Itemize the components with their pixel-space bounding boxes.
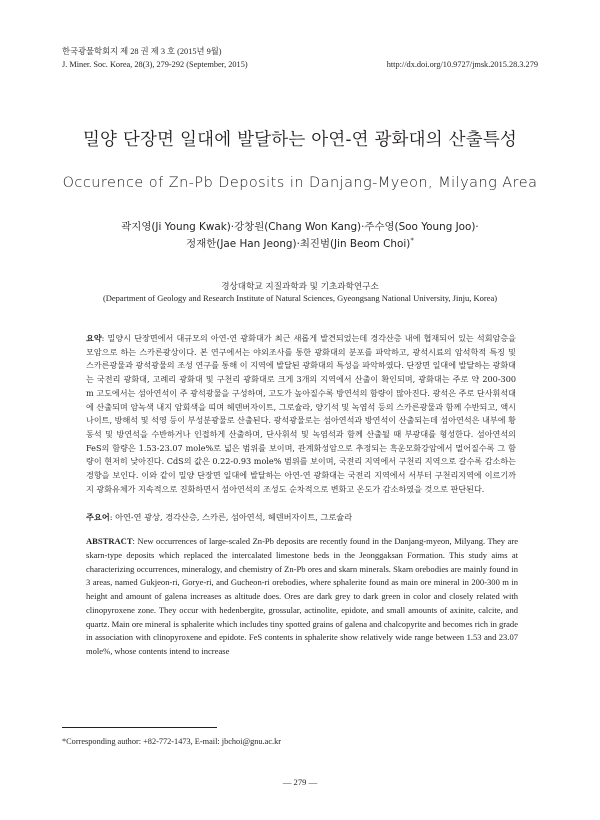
abstract-korean-label: 요약: [86, 333, 102, 343]
page-number: — 279 —: [282, 777, 318, 787]
abstract-korean: [86, 332, 516, 496]
keywords-text: : 아연-연 광상, 경각산층, 스카른, 섬아연석, 헤덴버자이트, 그로슐라: [109, 512, 353, 522]
corresponding-author-footnote: *Corresponding author: +82-772-1473, E-mail: jbchoi@gnu.ac.kr: [62, 737, 282, 746]
abstract-english-text: : New occurrences of large-scaled Zn-Pb deposits are recently found in the Danjang-myeon, Milyang. They are skarn-type deposits which replaced the intercalated limestone beds in the Jeonggaksan Formation. This study aims at characterizing occurrences, mineralogy, and chemistry of Zn-Pb ores and skarn minerals. Skarn orebodies are mainly found in 3 areas, named Gukjeon-ri, Gorye-ri, and Gucheon-ri orebodies, where sphalerite found as main ore mineral in 200-300 m in height and amount of galena increases as altitude does. Ores are dark grey to dark green in color and closely related with clinopyroxene zone. They occur with hedenbergite, grossular, actinolite, epidote, and small amounts of axinite, calcite, and quartz. Main ore mineral is sphalerite which includes tiny spotted grains of galena and chalcopyrite and becomes rich in grade in association with clinopyroxene and epidote. FeS contents in sphalerite show relatively wide range between 1.53 and 23.07 mole%, whose contents intend to increase: [86, 536, 518, 656]
doi-link[interactable]: http://dx.doi.org/10.9727/jmsk.2015.28.3.279: [386, 60, 538, 69]
abstract-english: [86, 535, 518, 659]
keywords-label: 주요어: [86, 512, 110, 522]
corresponding-author-mark: *: [410, 236, 414, 245]
affiliation-english: (Department of Geology and Research Institute of Natural Sciences, Gyeongsang National University, Jinju, Korea): [102, 293, 498, 303]
abstract-korean-text: : 밀양시 단장면에서 대규모의 아연-연 광화대가 최근 새롭게 발견되었는데 경각산층 내에 협재되어 있는 석회암층을 모암으로 하는 스카른광상이다. 본 연구에서는 야외조사를 통한 광화대의 분포를 파악하고, 광석시료의 암석학적 특징 및 스카른광물과 광석광물의 조성 연구를 통해 이 지역에 발달된 광화대의 특성을 파악하였다. 단장면 일대에 발달하는 광화대는 국전리 광화대, 고례리 광화대 및 구천리 광화대로 크게 3개의 지역에서 산출이 확인되며, 광화대는 주로 약 200-300 m 고도에서는 섬아연석이 주 광석광물을 구성하며, 고도가 높아질수록 방연석의 함량이 많아진다. 광석은 주로 단사휘석대에 산출되며 암녹색 내지 암회색을 띠며 헤덴버자이트, 그로슐라, 양기석 및 녹염석 등의 스카른광물과 함께 수반되고, 액시나이트, 방해석 및 석영 등이 부성분광물로 산출된다. 광석광물로는 섬아연석과 방연석이 산출되는데 섬아연석은 내부에 황동석 및 방연석을 수반하거나 인접하게 산출하며, 단사휘석 및 녹염석과 함께 산출될 때 부광대를 형성한다. 섬아연석의 FeS의 함량은 1.53-23.07 mole%로 넓은 범위를 보이며, 관계화성암으로 추정되는 흑운모화강암에서 멀어질수록 그 함량이 현저히 낮아진다. CdS의 값은 0.22-0.93 mole% 범위를 보이며, 국전리 지역에서 구천리 지역으로 갈수록 감소하는 경향을 보인다. 이와 같이 밀양 단장면 일대에 발달하는 아연-연 광화대는 국전리 지역에서 서부터 구천리지역에 이르기까지 광화유체가 지속적으로 진화하면서 섬아연석의 조성도 순차적으로 변화고 온도가 감소하였을 것으로 판단된다.: [86, 333, 516, 494]
author-list-line1: 곽지영(Ji Young Kwak)·강창원(Chang Won Kang)·주수영(Soo Young Joo)·: [121, 221, 479, 233]
affiliation-korean: 경상대학교 지질과학과 및 기초과학연구소: [221, 282, 379, 292]
page-title-english: Occurence of Zn-Pb Deposits in Danjang-Myeon, Milyang Area: [62, 175, 538, 191]
author-list-line2: [0, 235, 600, 250]
page-title-korean: 밀양 단장면 일대에 발달하는 아연-연 광화대의 산출특성: [82, 130, 518, 150]
keywords-korean: [86, 512, 516, 523]
footnote-divider: [62, 727, 217, 728]
journal-header-english: J. Miner. Soc. Korea, 28(3), 279-292 (September, 2015): [62, 60, 248, 69]
journal-header-korean: 한국광물학회지 제 28 권 제 3 호 (2015년 9월): [62, 47, 222, 56]
author-names: 정재한(Jae Han Jeong)·최진범(Jin Beom Choi): [186, 238, 411, 250]
abstract-english-label: ABSTRACT: [86, 536, 133, 546]
